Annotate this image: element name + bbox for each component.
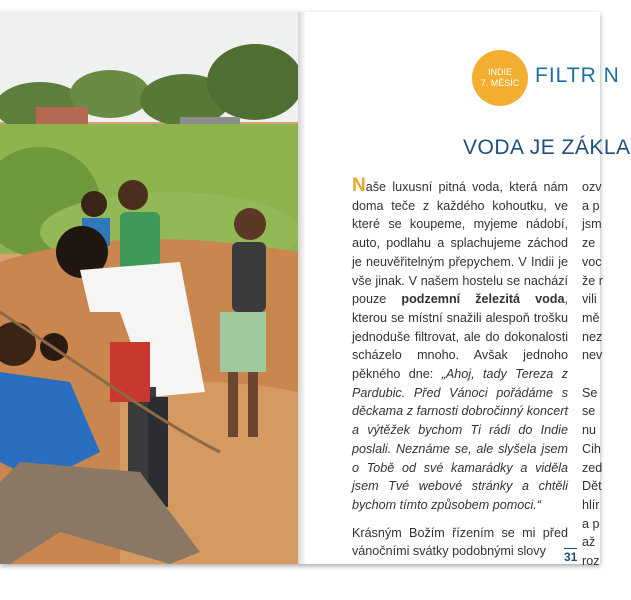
text-column-2: [582, 178, 622, 571]
text-column-1: [352, 175, 568, 570]
column-2-line: se: [582, 404, 596, 419]
column-2-line: vili: [582, 292, 597, 307]
column-2-line: ozv: [582, 180, 602, 194]
column-2-line: voc: [582, 254, 602, 269]
paragraph-1-text-a: aše luxusní pitná voda, která nám doma teče z každého kohoutku, ve které se koupeme, myjeme nádobí, auto, podlahu a splachujeme záchod je neuvěřitelným přepychem. V Indii je vše jinak. V našem hostelu se nachází pouze: [352, 180, 568, 307]
chapter-badge: [472, 50, 528, 106]
badge-month: 7. MĚSÍC: [480, 78, 520, 88]
column-2-line: roz: [582, 554, 600, 569]
column-2-line: hlír: [582, 497, 600, 512]
column-2-line: nez: [582, 329, 603, 344]
photo-children-rope: [0, 12, 298, 564]
paragraph-1: [352, 175, 568, 515]
book-spine: [298, 12, 306, 564]
page-number: 31: [564, 550, 578, 564]
column-2-line: Cih: [582, 441, 601, 456]
column-2-line: a p: [582, 516, 600, 531]
badge-country: INDIE: [487, 67, 512, 77]
column-2-line: Dět: [582, 479, 602, 494]
column-2-line: a p: [582, 198, 600, 213]
column-2-line: že r: [582, 273, 603, 288]
paragraph-1-text-b: , kterou se místní snažili alespoň trošku jednoduše filtrovat, ale do dokonalosti scházelo mnoho. Avšak jednoho pěkného dne:: [352, 292, 568, 382]
paragraph-2: Krásným Božím řízením se mi před vánočními svátky podobnými slovy: [352, 525, 568, 559]
column-2-line: nev: [582, 348, 603, 363]
paragraph-1-bold: podzemní železitá voda: [401, 292, 565, 307]
paragraph-1-quote: „Ahoj, tady Tereza z Pardubic. Před Vánoci pořádáme s děckama z farnosti dobročinný koncert a výtěžek bychom Ti rádi do Indie poslali. Neznáme se, ale slyšela jsem o Tobě od své kamarádky a viděla jsem Tvé webové stránky a chtěli bychom tímto způsobem pomoci.“: [352, 367, 568, 512]
drop-cap: N: [352, 175, 366, 196]
column-2-line: mě: [582, 310, 600, 325]
column-2-line: ze: [582, 236, 596, 251]
article-headline: VODA JE ZÁKLA: [463, 136, 631, 159]
column-2-line: [582, 365, 622, 384]
column-2-line: zed: [582, 460, 603, 475]
column-2-line: jsm: [582, 217, 602, 232]
column-2-line: až: [582, 535, 596, 550]
column-2-line: nu: [582, 423, 597, 438]
book-spread: [0, 12, 631, 569]
chapter-title: FILTR N: [535, 64, 620, 87]
photo-illustration: [0, 12, 298, 564]
column-2-line: Se: [582, 385, 598, 400]
